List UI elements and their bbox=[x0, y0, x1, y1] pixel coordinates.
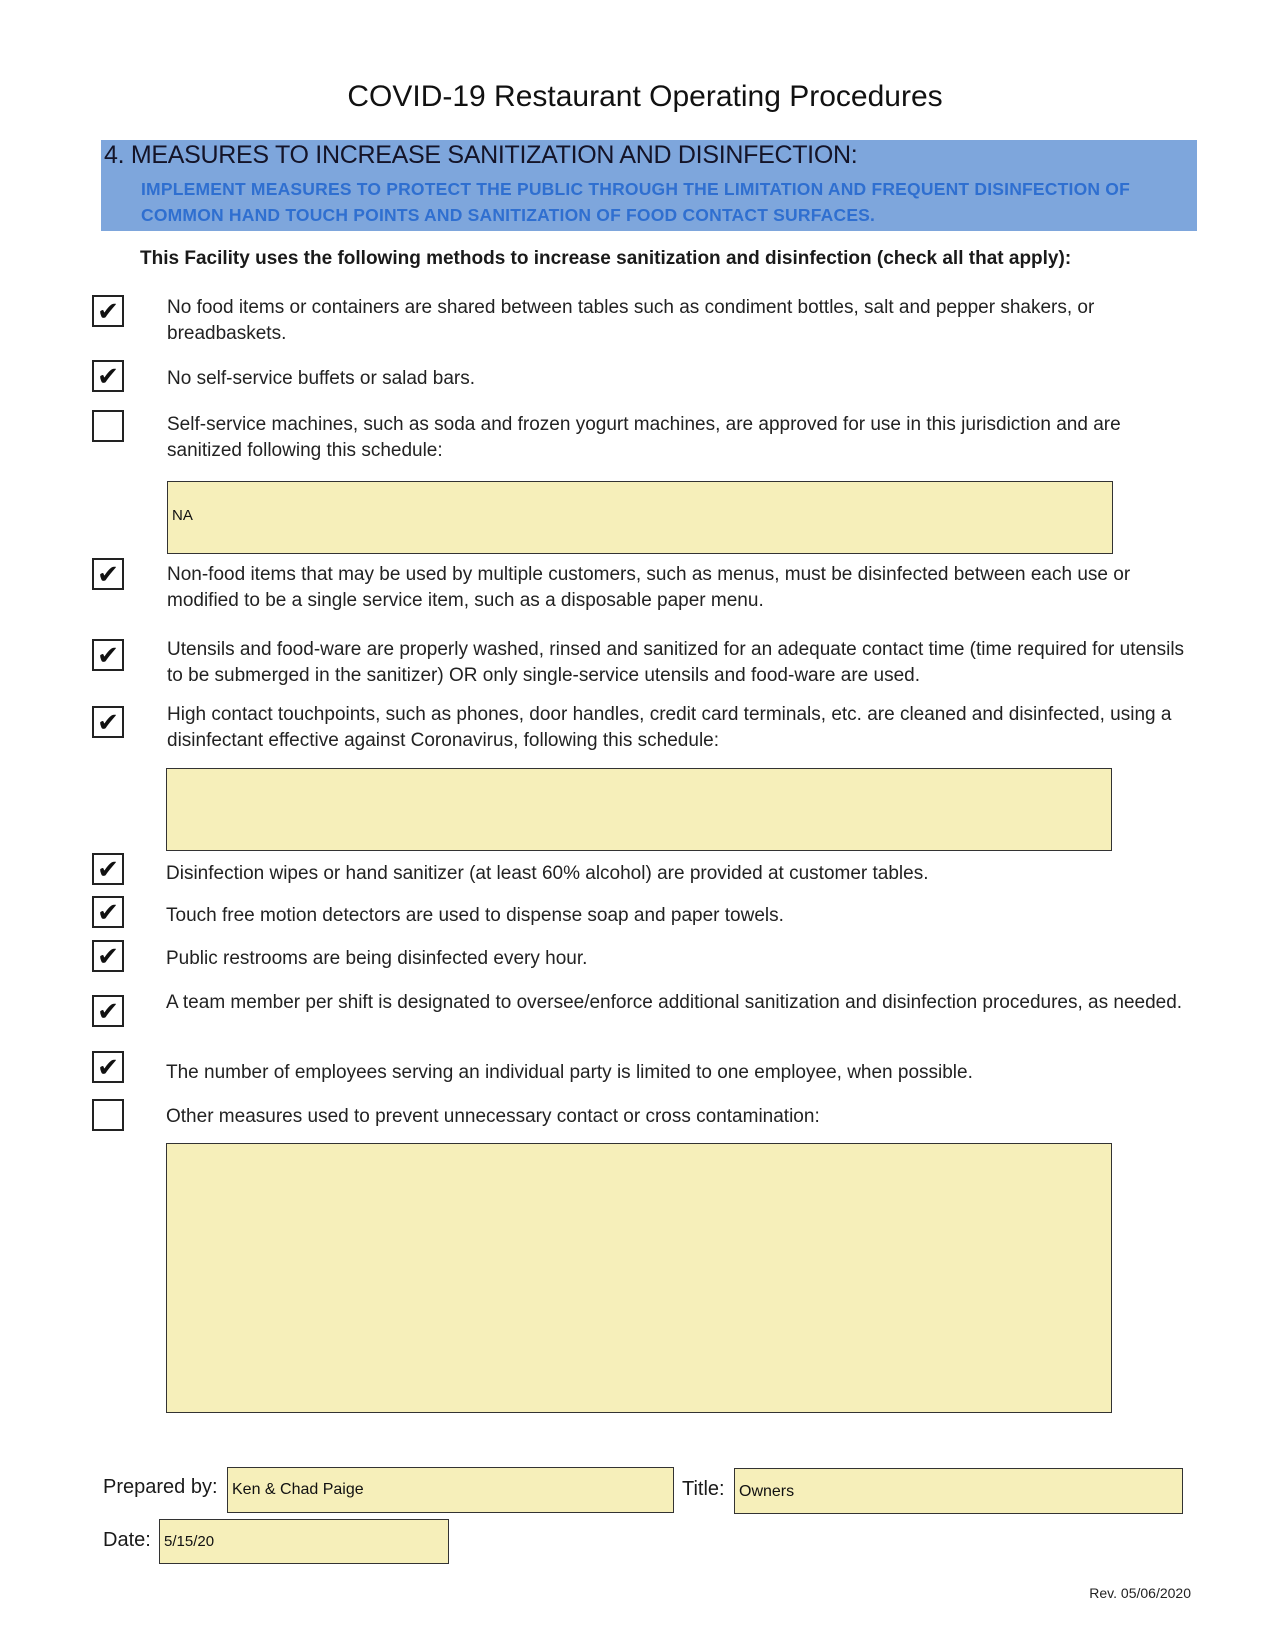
revision-label: Rev. 05/06/2020 bbox=[1089, 1585, 1191, 1601]
check-mark-icon: ✔ bbox=[97, 559, 119, 589]
item-other-measures: Other measures used to prevent unnecessary contact or cross contamination: bbox=[166, 1106, 820, 1127]
item-no-buffets: No self-service buffets or salad bars. bbox=[167, 368, 476, 389]
checkbox-team-member[interactable] bbox=[92, 995, 124, 1027]
check-mark-icon: ✔ bbox=[97, 707, 119, 737]
checkbox-touch-free[interactable] bbox=[92, 896, 124, 928]
check-mark-icon: ✔ bbox=[97, 361, 119, 391]
checkbox-no-shared-items[interactable] bbox=[92, 295, 124, 327]
date-field[interactable] bbox=[159, 1519, 449, 1564]
item-one-employee: The number of employees serving an individual party is limited to one employee, when possible. bbox=[166, 1062, 973, 1083]
item-non-food-items: Non-food items that may be used by multiple customers, such as menus, must be disinfected between each use or modified to be a single service item, such as a disposable paper menu. bbox=[167, 564, 1131, 611]
touchpoint-schedule-field[interactable] bbox=[166, 768, 1112, 851]
title-value: Owners bbox=[739, 1483, 795, 1500]
prepared-by-label: Prepared by: bbox=[103, 1476, 218, 1498]
prepared-by-value: Ken & Chad Paige bbox=[232, 1481, 364, 1498]
item-touchpoints: High contact touchpoints, such as phones, door handles, credit card terminals, etc. are cleaned and disinfected, using a disinfectant effective against Coronavirus, following this schedule: bbox=[167, 704, 1172, 751]
item-self-service-machines: Self-service machines, such as soda and frozen yogurt machines, are approved for use in this jurisdiction and are sanitized following this schedule: bbox=[167, 414, 1121, 461]
date-label: Date: bbox=[103, 1529, 151, 1551]
checkbox-no-buffets[interactable] bbox=[92, 360, 124, 392]
item-restrooms: Public restrooms are being disinfected every hour. bbox=[166, 948, 588, 969]
check-mark-icon: ✔ bbox=[97, 897, 119, 927]
check-mark-icon: ✔ bbox=[97, 296, 119, 326]
check-mark-icon: ✔ bbox=[97, 941, 119, 971]
self-service-schedule-value: NA bbox=[172, 507, 193, 524]
item-touch-free: Touch free motion detectors are used to dispense soap and paper towels. bbox=[166, 905, 784, 926]
checkbox-restrooms[interactable] bbox=[92, 940, 124, 972]
prepared-by-field[interactable] bbox=[227, 1467, 674, 1513]
checkbox-one-employee[interactable] bbox=[92, 1051, 124, 1083]
checkbox-self-service-machines[interactable] bbox=[92, 410, 124, 442]
item-no-shared-items: No food items or containers are shared between tables such as condiment bottles, salt and pepper shakers, or breadbaskets. bbox=[167, 297, 1095, 344]
check-mark-icon: ✔ bbox=[97, 996, 119, 1026]
checkbox-non-food-items[interactable] bbox=[92, 558, 124, 590]
checkbox-utensils[interactable] bbox=[92, 639, 124, 671]
item-team-member: A team member per shift is designated to oversee/enforce additional sanitization and disinfection procedures, as needed. bbox=[166, 992, 1183, 1013]
item-wipes-sanitizer: Disinfection wipes or hand sanitizer (at least 60% alcohol) are provided at customer tables. bbox=[166, 863, 929, 884]
section-heading: 4. MEASURES TO INCREASE SANITIZATION AND DISINFECTION: bbox=[104, 141, 858, 169]
title-label: Title: bbox=[682, 1478, 725, 1500]
checkbox-touchpoints[interactable] bbox=[92, 706, 124, 738]
checkbox-wipes-sanitizer[interactable] bbox=[92, 853, 124, 885]
date-value: 5/15/20 bbox=[164, 1533, 215, 1550]
item-utensils: Utensils and food-ware are properly washed, rinsed and sanitized for an adequate contact time (time required for utensils to be submerged in the sanitizer) OR only single-service utensils and food-ware are used. bbox=[167, 639, 1185, 686]
other-measures-field[interactable] bbox=[166, 1143, 1112, 1413]
self-service-schedule-field[interactable] bbox=[167, 481, 1113, 554]
check-mark-icon: ✔ bbox=[97, 1052, 119, 1082]
title-field[interactable] bbox=[734, 1468, 1183, 1514]
check-mark-icon: ✔ bbox=[97, 854, 119, 884]
intro-text: This Facility uses the following methods to increase sanitization and disinfection (check all that apply): bbox=[140, 248, 1072, 269]
section-subheading: IMPLEMENT MEASURES TO PROTECT THE PUBLIC THROUGH THE LIMITATION AND FREQUENT DISINFECTION OF COMMON HAND TOUCH POINTS AND SANITIZATION OF FOOD CONTACT SURFACES. bbox=[141, 179, 1130, 225]
check-mark-icon: ✔ bbox=[97, 640, 119, 670]
page-title: COVID-19 Restaurant Operating Procedures bbox=[347, 80, 943, 113]
checkbox-other-measures[interactable] bbox=[92, 1099, 124, 1131]
